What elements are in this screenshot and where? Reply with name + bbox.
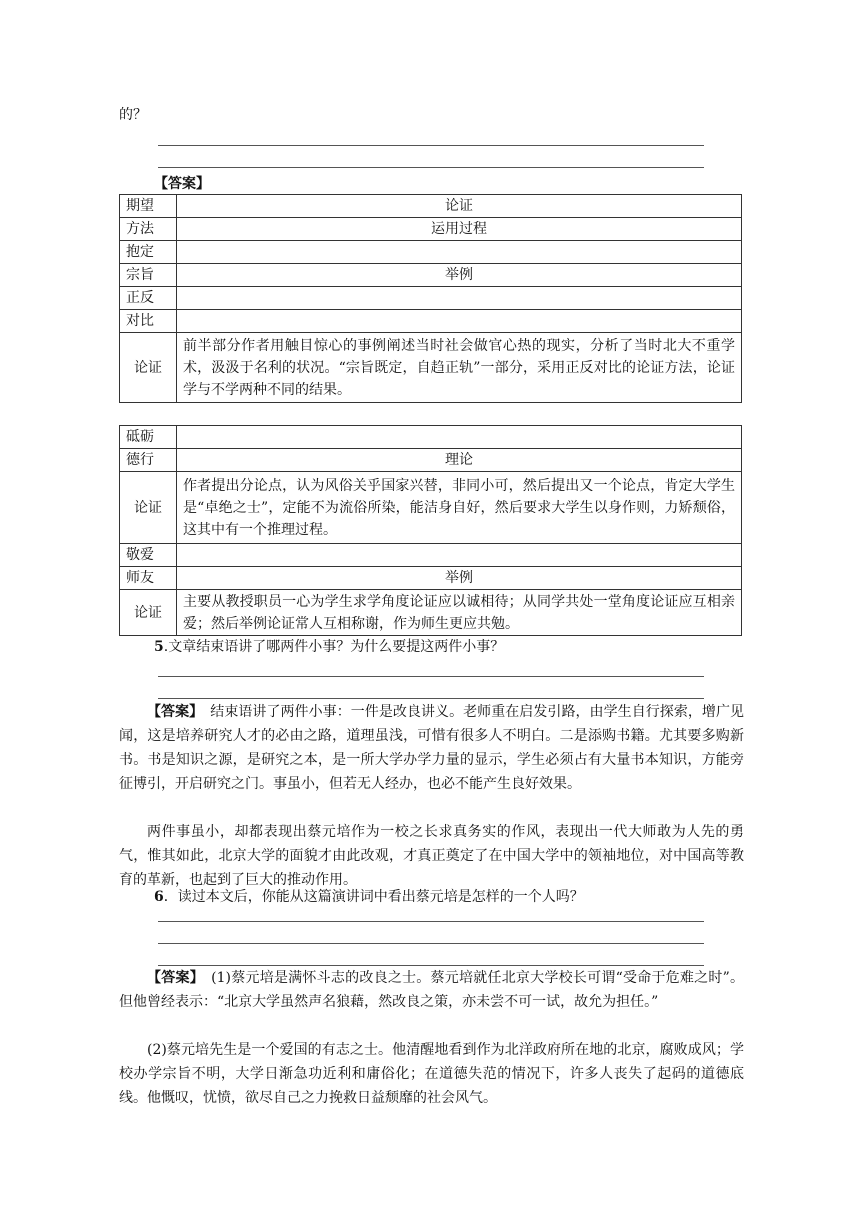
analysis-table-2 [119, 425, 742, 636]
table-row [120, 567, 742, 590]
question-number: 6 [154, 889, 164, 905]
row-content [177, 241, 742, 264]
question-text: ．读过本文后，你能从这篇演讲词中看出蔡元培是怎样的一个人吗？ [163, 889, 584, 905]
row-content: 运用过程 [177, 218, 742, 241]
row-content [177, 287, 742, 310]
answer-line [158, 145, 704, 146]
row-content [177, 544, 742, 567]
row-label: 正反 [120, 287, 177, 310]
answer-line [158, 167, 704, 168]
row-content: 举例 [177, 264, 742, 287]
question-6 [154, 886, 584, 908]
table-row [120, 264, 742, 287]
answer-label: 【答案】 [154, 176, 210, 192]
row-content [177, 310, 742, 333]
answer-line [158, 676, 704, 677]
table-row [120, 287, 742, 310]
question-tail: 的？ [119, 107, 147, 123]
question-number: 5 [154, 639, 164, 655]
answer-6-paragraph-1 [119, 966, 744, 1014]
row-content: 主要从教授职员一心为学生求学角度论证应以诚相待；从同学共处一堂角度论证应互相亲爱；然后举例论证常人互相称谢，作为师生更应共勉。 [177, 590, 742, 636]
table-row [120, 426, 742, 449]
row-label: 敬爱 [120, 544, 177, 567]
answer-line [158, 943, 704, 944]
row-content [177, 426, 742, 449]
row-content: 前半部分作者用触目惊心的事例阐述当时社会做官心热的现实，分析了当时北大不重学术，汲汲于名利的状况。“宗旨既定，自趋正轨”一部分，采用正反对比的论证方法，论证学与不学两种不同的结果。 [177, 333, 742, 403]
answer-text: 结束语讲了两件小事：一件是改良讲义。老师重在启发引路，由学生自行探索，增广见闻，这是培养研究人才的必由之路，道理虽浅，可惜有很多人不明白。二是添购书籍。尤其要多购新书。书是知识之源，是研究之本，是一所大学办学力量的显示，学生必须占有大量书本知识，方能旁征博引，开启研究之门。事虽小，但若无人经办，也必不能产生良好效果。 [119, 704, 745, 792]
row-label: 论证 [120, 590, 177, 636]
row-content: 论证 [177, 195, 742, 218]
row-label: 期望 [120, 195, 177, 218]
row-label: 对比 [120, 310, 177, 333]
row-label: 论证 [120, 333, 177, 403]
answer-5-paragraph-2: 两件事虽小，却都表现出蔡元培作为一校之长求真务实的作风，表现出一代大师敢为人先的勇气，惟其如此，北京大学的面貌才由此改观，才真正奠定了在中国大学中的领袖地位，对中国高等教育的革新，也起到了巨大的推动作用。 [119, 824, 744, 888]
answer-5-paragraph-1 [119, 700, 744, 796]
answer-line [158, 698, 704, 699]
question-text: .文章结束语讲了哪两件小事？为什么要提这两件小事？ [163, 639, 505, 655]
table-row [120, 590, 742, 636]
row-content: 作者提出分论点，认为风俗关乎国家兴替，非同小可，然后提出又一个论点，肯定大学生是“卓绝之士”，定能不为流俗所染，能洁身自好，然后要求大学生以身作则，力矫颓俗，这其中有一个推理过程。 [177, 472, 742, 544]
table-row [120, 333, 742, 403]
table-row [120, 310, 742, 333]
answer-text: (1)蔡元培是满怀斗志的改良之士。蔡元培就任北京大学校长可谓“受命于危难之时”。但他曾经表示：“北京大学虽然声名狼藉，然改良之策，亦未尝不可一试，故允为担任。” [119, 970, 744, 1010]
answer-label: 【答案】 [147, 704, 197, 720]
row-label: 德行 [120, 449, 177, 472]
table-row [120, 195, 742, 218]
table-row [120, 449, 742, 472]
answer-6-paragraph-2: (2)蔡元培先生是一个爱国的有志之士。他清醒地看到作为北洋政府所在地的北京，腐败成风；学校办学宗旨不明，大学日渐急功近利和庸俗化；在道德失范的情况下，许多人丧失了起码的道德底线。他慨叹，忧愤，欲尽自己之力挽救日益颓靡的社会风气。 [119, 1042, 744, 1106]
row-label: 抱定 [120, 241, 177, 264]
row-label: 论证 [120, 472, 177, 544]
row-content: 举例 [177, 567, 742, 590]
table-row [120, 218, 742, 241]
row-label: 方法 [120, 218, 177, 241]
question-5 [154, 636, 504, 658]
table-row [120, 241, 742, 264]
table-row [120, 544, 742, 567]
row-label: 师友 [120, 567, 177, 590]
analysis-table-1 [119, 194, 742, 403]
answer-line [158, 921, 704, 922]
row-label: 砥砺 [120, 426, 177, 449]
row-label: 宗旨 [120, 264, 177, 287]
table-row [120, 472, 742, 544]
answer-label: 【答案】 [147, 970, 197, 986]
row-content: 理论 [177, 449, 742, 472]
